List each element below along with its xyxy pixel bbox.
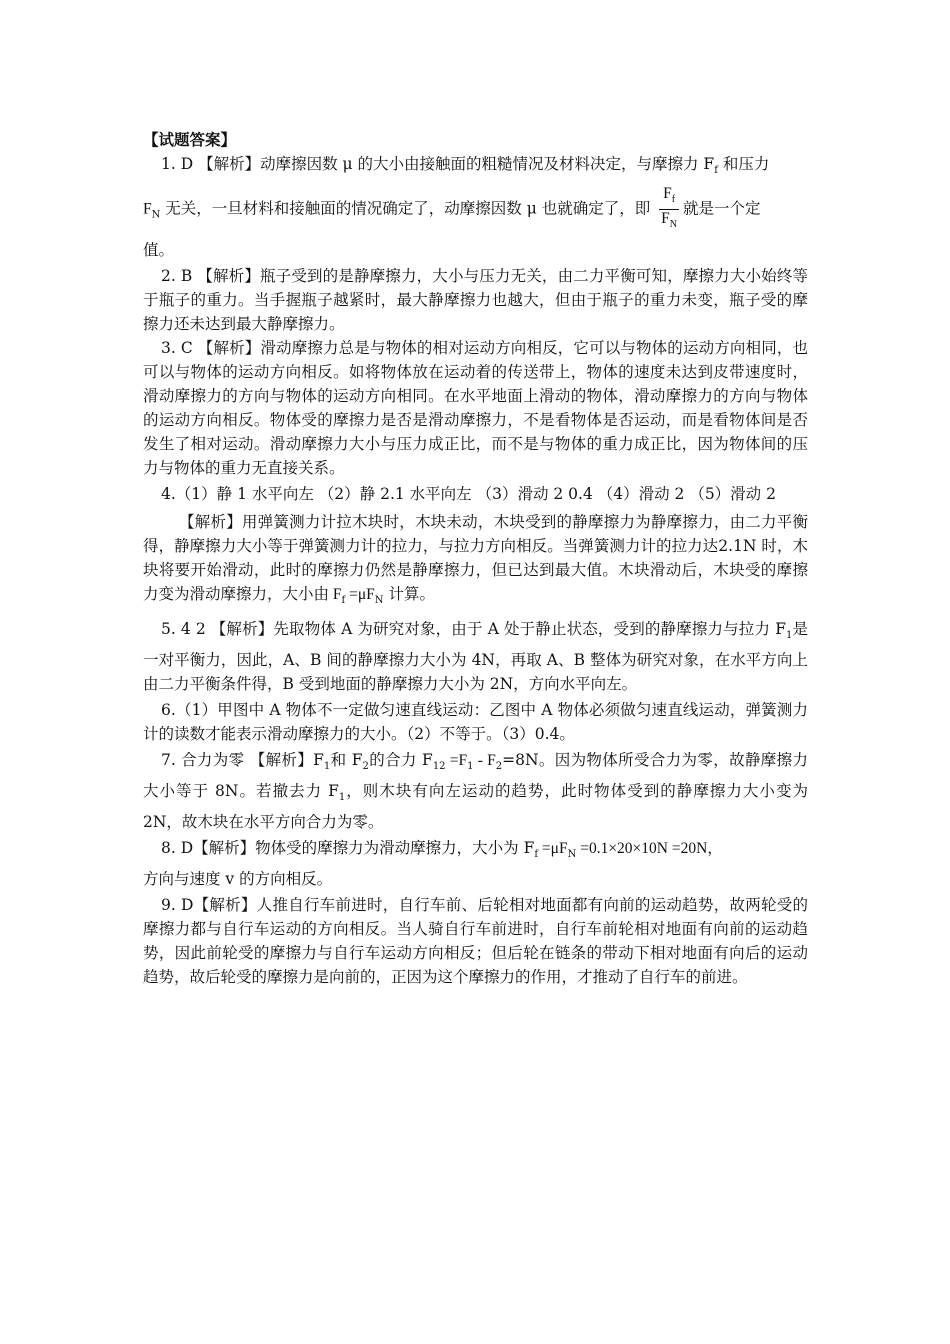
answer-document <box>143 128 808 989</box>
answer-7-text-c: 的合力 F <box>368 750 433 769</box>
symbol-F: F <box>143 200 152 218</box>
answer-1-text-e: 值。 <box>143 240 175 259</box>
answer-8-text-a: 8. D【解析】物体受的摩擦力为滑动摩擦力，大小为 F <box>161 839 535 858</box>
answer-1-text-a: 1. D 【解析】动摩擦因数 μ 的大小由接触面的粗糙情况及材料决定，与摩擦力 F <box>161 155 715 173</box>
sub-1c: 1 <box>338 792 346 804</box>
answer-1-text-c: 无关，一旦材料和接触面的情况确定了，动摩擦因数 μ 也就确定了，即 <box>160 199 656 218</box>
answer-4-analysis <box>143 510 808 613</box>
sub-N2: N <box>374 594 384 606</box>
sub-f3: f <box>534 849 539 861</box>
fraction-Ff-over-FN <box>659 185 679 234</box>
answer-6: 6.（1）甲图中 A 物体不一定做匀速直线运动：乙图中 A 物体必须做匀速直线运动，弹簧测力计的读数才能表示滑动摩擦力的大小。（2）不等于。（3）0.4。 <box>143 700 808 743</box>
answer-4-analysis-text: 【解析】用弹簧测力计拉木块时，木块未动，木块受到的静摩擦力为静摩擦力，由二力平衡得，静摩擦力大小等于弹簧测力计的拉力，与拉力方向相反。当弹簧测力计的拉力达2.1N 时，木块将要开始滑动，此时的摩擦力仍然是静摩擦力，但已达到最大值。木块滑动后，木块受的摩擦力变为滑动摩擦力，大小由 <box>143 512 808 603</box>
sub-f2: f <box>341 594 346 606</box>
answer-5-text-a: 5. 4 2 【解析】先取物体 A 为研究对象，由于 A 处于静止状态，受到的静摩擦力与拉力 F <box>161 619 786 638</box>
answer-1-cont <box>143 185 808 236</box>
section-heading: 【试题答案】 <box>143 131 237 149</box>
frac-num-F: F <box>663 185 672 203</box>
frac-den-F: F <box>661 210 670 228</box>
answer-1-end <box>143 238 808 262</box>
answer-8-text-b: =μF <box>538 840 568 858</box>
answer-8-text-c: =0.1×20×10N =20N， <box>576 840 723 858</box>
sub-2b: 2 <box>495 761 503 773</box>
answer-8 <box>143 836 808 867</box>
frac-num-sub: f <box>671 194 676 206</box>
answer-7-text-a: 7. 合力为零 【解析】F <box>161 750 324 769</box>
answer-1-text-b: 和压力 <box>717 155 770 173</box>
answer-9: 9. D【解析】人推自行车前进时，自行车前、后轮相对地面都有向前的运动趋势，故两轮受的摩擦力都与自行车运动的方向相反。当人骑自行车前进时，自行车前轮相对地面有向前的运动趋势，因此前轮受的摩擦力与自行车运动方向相反；但后轮在链条的带动下相对地面有向后的运动趋势，故后轮受的摩擦力是向前的，正因为这个摩擦力的作用，才推动了自行车的前进。 <box>143 896 808 987</box>
sub-2a: 2 <box>362 761 369 773</box>
sub-N: N <box>151 209 161 221</box>
answer-4: 4.（1）静 1 水平向左 （2）静 2.1 水平向左 （3）滑动 2 0.4 （4）滑动 2 （5）滑动 2 <box>161 484 776 503</box>
sub-f: f <box>714 165 718 177</box>
answer-7-text-e: - F <box>473 751 496 769</box>
answer-3: 3. C 【解析】滑动摩擦力总是与物体的相对运动方向相反，它可以与物体的运动方向相同，也可以与物体的运动方向相反。如将物体放在运动着的传送带上，物体的速度未达到皮带速度时，滑动摩擦力的方向与物体的运动方向相同。在水平地面上滑动的物体，滑动摩擦力的方向与物体的运动方向相反。物体受的摩擦力是否是滑动摩擦力，不是看物体是否运动，而是看物体间是否发生了相对运动。滑动摩擦力大小与压力成正比，而不是与物体的重力成正比，因为物体间的压力与物体的重力无直接关系。 <box>143 338 808 477</box>
formula-Ff: F <box>329 585 342 603</box>
answer-7-text-b: 和 F <box>330 750 363 769</box>
answer-2: 2. B 【解析】瓶子受到的是静摩擦力，大小与压力无关，由二力平衡可知，摩擦力大小始终等于瓶子的重力。当手握瓶子越紧时，最大静摩擦力也越大，但由于瓶子的重力未变，瓶子受的摩擦力还未达到最大静摩擦力。 <box>143 266 808 333</box>
sub-N3: N <box>567 849 577 861</box>
sub-1: 1 <box>785 629 793 641</box>
answer-7-text-g: ，则木块有向左运动的趋势，此时物体受到的静摩擦力大小变为 2N，故木块在水平方向合力为零。 <box>143 782 808 832</box>
answer-1 <box>143 152 808 183</box>
sub-12: 12 <box>432 761 446 773</box>
frac-den-sub: N <box>669 219 678 231</box>
sub-1a: 1 <box>323 761 331 773</box>
answer-1-text-d: 就是一个定 <box>683 199 761 218</box>
answer-8-cont: 方向与速度 v 的方向相反。 <box>143 870 333 889</box>
answer-7-text-f: =8N。因为物体所受合力为零，故静摩擦力大小等于 8N。若撤去力 F <box>143 750 808 801</box>
answer-7-text-d: =F <box>445 751 468 769</box>
answer-5-text-b: 是一对平衡力，因此，A、B 间的静摩擦力大小为 4N，再取 A、B 整体为研究对象，在水平方向上由二力平衡条件得，B 受到地面的静摩擦力大小为 2N，方向水平向左。 <box>143 619 808 693</box>
answer-4-tail: 计算。 <box>383 584 435 603</box>
sub-1b: 1 <box>467 761 474 773</box>
formula-muFN: =μF <box>345 585 375 603</box>
answer-7 <box>143 748 808 834</box>
answer-5 <box>143 617 808 696</box>
